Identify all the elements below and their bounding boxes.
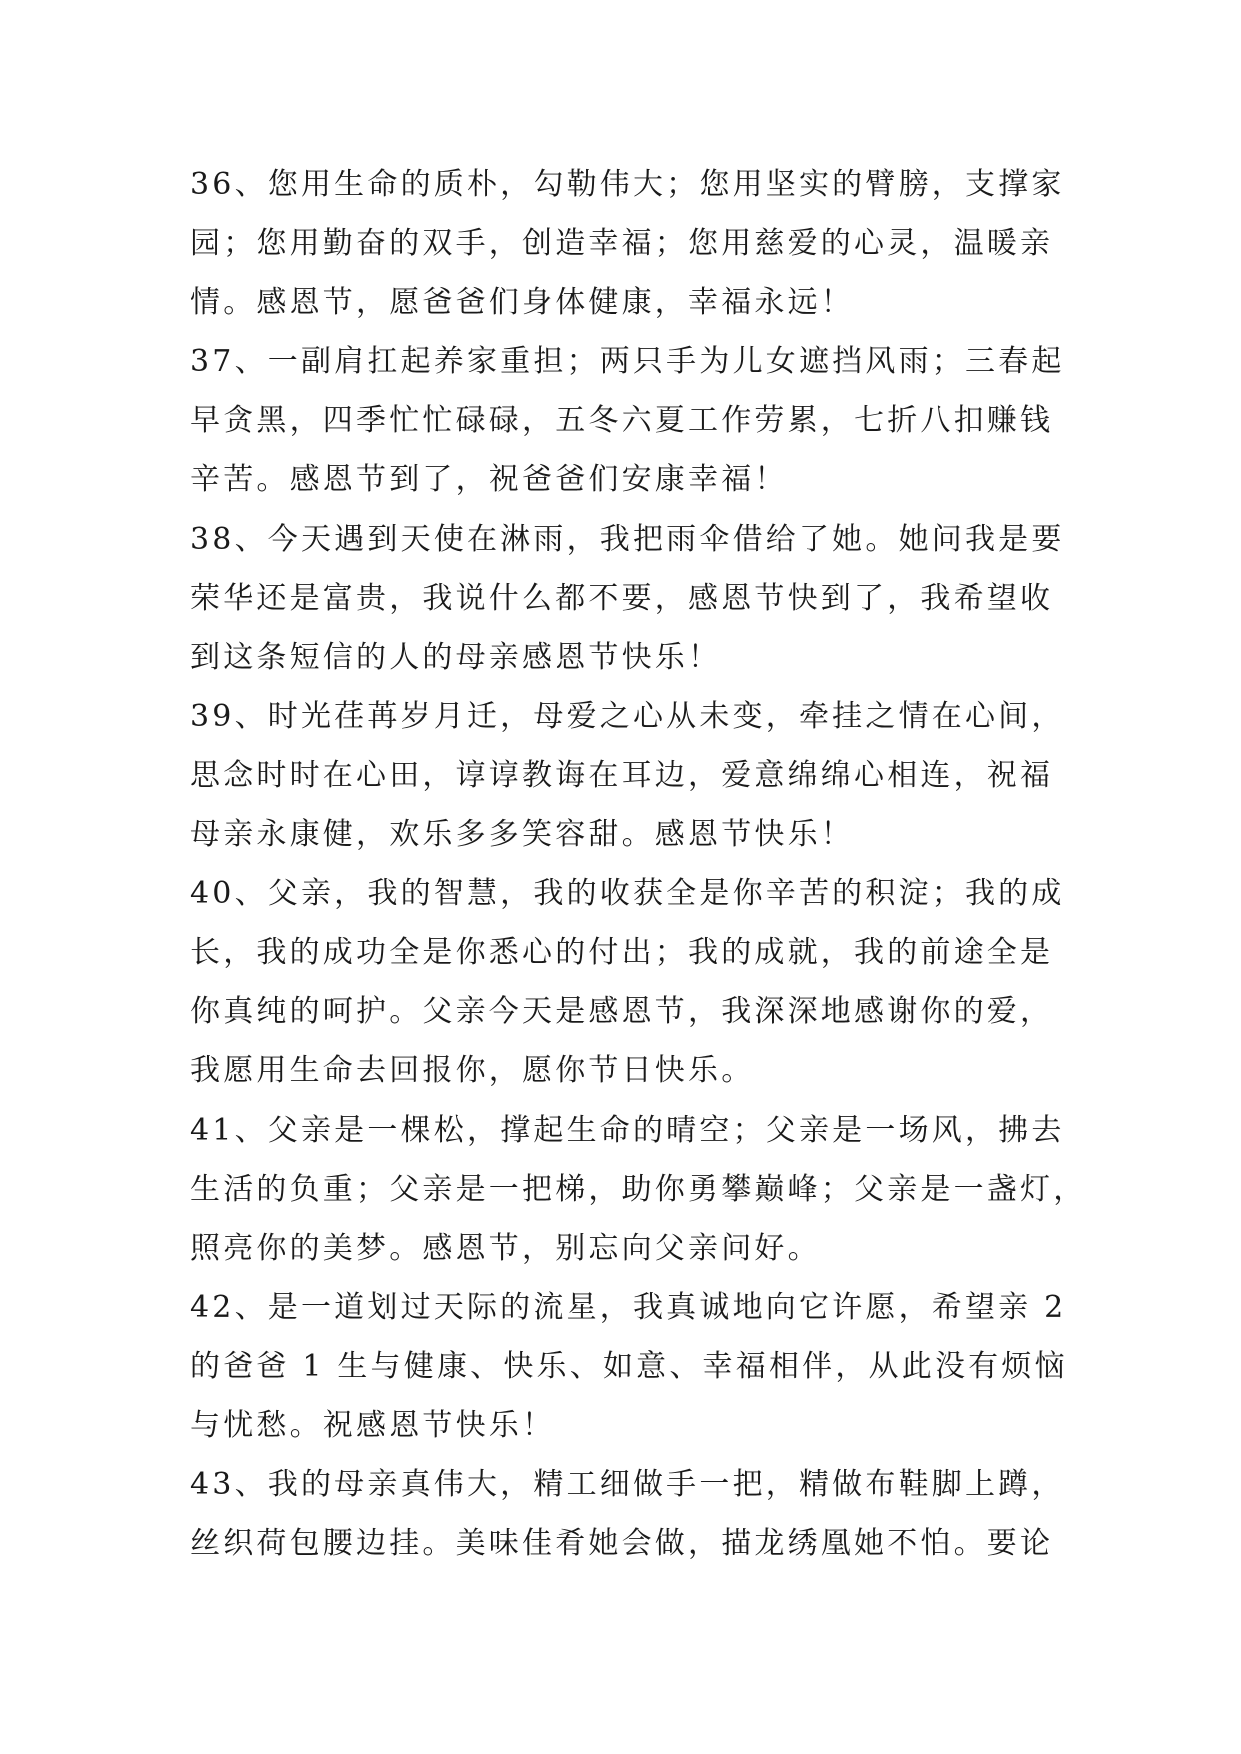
text-line: 与忧愁。祝感恩节快乐！ xyxy=(190,1407,556,1443)
text-line: 丝织荷包腰边挂。美味佳肴她会做，描龙绣凰她不怕。要论 xyxy=(190,1526,1054,1562)
text-line: 辛苦。感恩节到了，祝爸爸们安康幸福！ xyxy=(190,462,788,498)
text-line: 41、父亲是一棵松，撑起生命的晴空；父亲是一场风，拂去 xyxy=(190,1112,1065,1148)
text-line: 40、父亲，我的智慧，我的收获全是你辛苦的积淀；我的成 xyxy=(190,876,1065,912)
text-line: 39、时光荏苒岁月迁，母爱之心从未变，牵挂之情在心间， xyxy=(190,698,1065,734)
text-line: 我愿用生命去回报你，愿你节日快乐。 xyxy=(190,1053,755,1089)
text-line: 生活的负重；父亲是一把梯，助你勇攀巅峰；父亲是一盏灯， xyxy=(190,1171,1087,1207)
text-line: 园；您用勤奋的双手，创造幸福；您用慈爱的心灵，温暖亲 xyxy=(190,226,1054,262)
text-line: 43、我的母亲真伟大，精工细做手一把，精做布鞋脚上蹲， xyxy=(190,1467,1065,1503)
document-body xyxy=(190,155,1087,1573)
text-line: 思念时时在心田，谆谆教诲在耳边，爱意绵绵心相连，祝福 xyxy=(190,757,1054,793)
text-line: 你真纯的呵护。父亲今天是感恩节，我深深地感谢你的爱， xyxy=(190,994,1054,1030)
text-line: 情。感恩节，愿爸爸们身体健康，幸福永远！ xyxy=(190,285,854,321)
text-line: 38、今天遇到天使在淋雨，我把雨伞借给了她。她问我是要 xyxy=(190,521,1065,557)
text-line: 的爸爸 1 生与健康、快乐、如意、幸福相伴，从此没有烦恼 xyxy=(190,1348,1068,1384)
text-line: 荣华还是富贵，我说什么都不要，感恩节快到了，我希望收 xyxy=(190,580,1054,616)
text-line: 36、您用生命的质朴，勾勒伟大；您用坚实的臂膀，支撑家 xyxy=(190,167,1065,202)
text-line: 到这条短信的人的母亲感恩节快乐！ xyxy=(190,639,722,675)
text-line: 37、一副肩扛起养家重担；两只手为儿女遮挡风雨；三春起 xyxy=(190,344,1065,380)
text-line: 长，我的成功全是你悉心的付出；我的成就，我的前途全是 xyxy=(190,935,1054,971)
text-line: 早贪黑，四季忙忙碌碌，五冬六夏工作劳累，七折八扣赚钱 xyxy=(190,403,1054,439)
text-line: 母亲永康健，欢乐多多笑容甜。感恩节快乐！ xyxy=(190,817,854,853)
text-line: 42、是一道划过天际的流星，我真诚地向它许愿，希望亲 2 xyxy=(190,1289,1067,1325)
text-line: 照亮你的美梦。感恩节，别忘向父亲问好。 xyxy=(190,1230,821,1266)
